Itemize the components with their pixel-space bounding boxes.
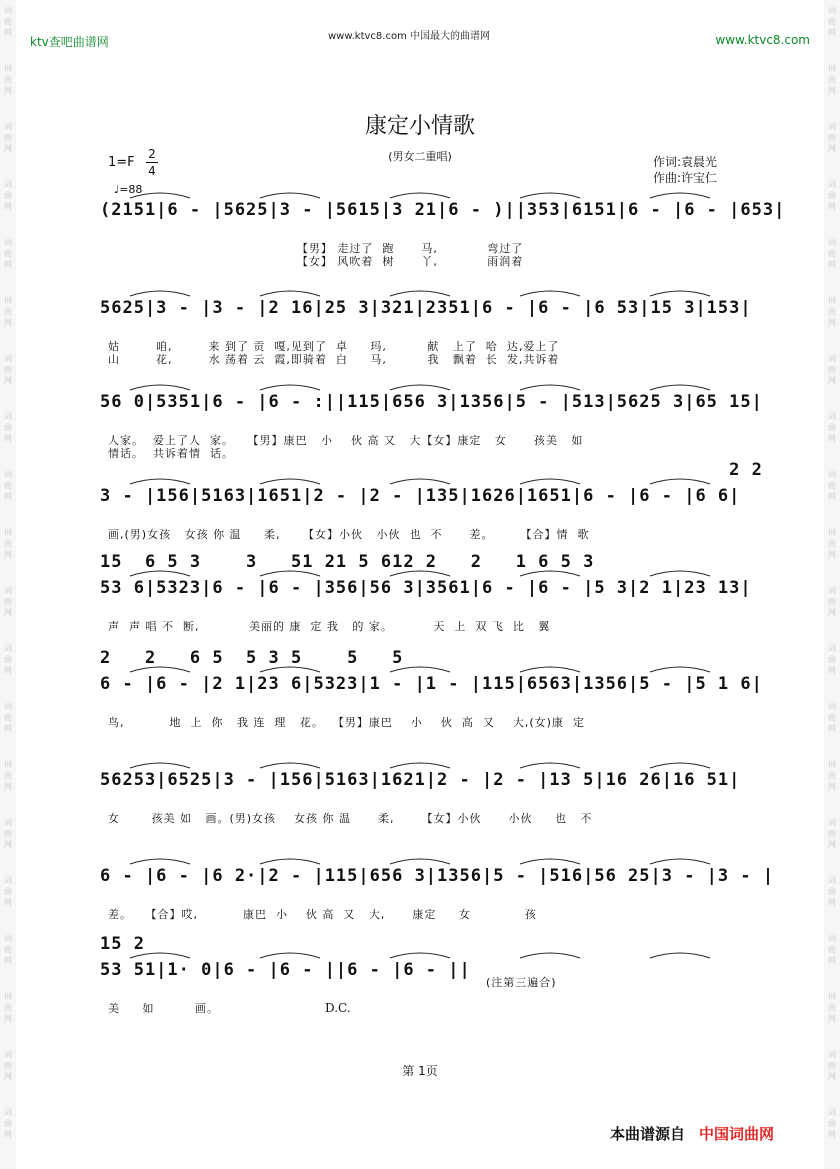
watermark-glyph: 网: [828, 318, 836, 327]
watermark-glyph: 网: [4, 260, 12, 269]
watermark-glyph: 词: [4, 934, 12, 943]
notation-line: 6 - |6 - |2 1|23 6|5323|1 - |1 - |115|6563|1356|5 - |5 1 6|: [100, 674, 763, 694]
watermark-glyph: 网: [4, 1072, 12, 1081]
watermark-glyph: 词: [828, 296, 836, 305]
slur-arc: [390, 859, 450, 864]
watermark-glyph: 网: [4, 434, 12, 443]
slur-arc: [520, 763, 580, 768]
watermark-glyph: 词: [828, 470, 836, 479]
watermark-glyph: 词: [4, 180, 12, 189]
watermark-glyph: 词: [4, 876, 12, 885]
left-watermark-strip: [0, 0, 16, 1169]
watermark-glyph: 曲: [4, 945, 12, 954]
slur-arc: [260, 291, 320, 296]
watermark-glyph: 词: [828, 528, 836, 537]
watermark-glyph: 网: [4, 666, 12, 675]
score-system: [100, 648, 763, 754]
watermark-glyph: 网: [828, 956, 836, 965]
notation-line: 53 6|5323|6 - |6 - |356|56 3|3561|6 - |6 - |5 3|2 1|23 13|: [100, 578, 752, 598]
watermark-glyph: 词: [4, 6, 12, 15]
right-watermark-strip: [824, 0, 840, 1169]
slur-arc: [130, 859, 190, 864]
watermark-glyph: 网: [4, 898, 12, 907]
slur-arc: [260, 763, 320, 768]
watermark-glyph: 网: [828, 28, 836, 37]
header-site-center: www.ktvc8.com 中国最大的曲谱网: [328, 31, 491, 42]
tempo-mark: ♩=88: [114, 183, 143, 196]
watermark-glyph: 曲: [828, 307, 836, 316]
watermark-glyph: 网: [828, 260, 836, 269]
watermark-glyph: 词: [4, 644, 12, 653]
watermark-glyph: 网: [828, 492, 836, 501]
watermark-glyph: 曲: [828, 771, 836, 780]
score-system: [100, 552, 760, 658]
header-site-right: www.ktvc8.com: [715, 33, 810, 47]
watermark-glyph: 曲: [828, 133, 836, 142]
watermark-glyph: 网: [4, 28, 12, 37]
watermark-glyph: 词: [4, 528, 12, 537]
notation-line: 56 0|5351|6 - |6 - :||115|656 3|1356|5 - |513|5625 3|65 15|: [100, 392, 763, 412]
composer-credit: 作曲:许宝仁: [653, 171, 718, 185]
watermark-glyph: 曲: [4, 539, 12, 548]
watermark-glyph: 词: [4, 702, 12, 711]
watermark-glyph: 网: [828, 144, 836, 153]
watermark-glyph: 词: [4, 296, 12, 305]
watermark-glyph: 曲: [828, 1061, 836, 1070]
watermark-glyph: 网: [4, 202, 12, 211]
watermark-glyph: 网: [4, 608, 12, 617]
watermark-glyph: 曲: [828, 1003, 836, 1012]
watermark-glyph: 曲: [4, 1003, 12, 1012]
watermark-glyph: 曲: [828, 655, 836, 664]
slur-arc: [390, 193, 450, 198]
watermark-glyph: 词: [828, 992, 836, 1001]
key-signature: 1=F: [108, 155, 135, 170]
repeat-note: (注第三遍合): [486, 976, 557, 989]
watermark-glyph: 词: [4, 760, 12, 769]
watermark-glyph: 词: [828, 760, 836, 769]
footer-label: 本曲谱源自: [610, 1125, 686, 1143]
slur-arc: [650, 953, 710, 958]
watermark-glyph: 曲: [4, 191, 12, 200]
watermark-glyph: 词: [4, 1050, 12, 1059]
slur-arc: [260, 193, 320, 198]
upper-voice-line: 2 2: [100, 460, 763, 480]
watermark-glyph: 词: [828, 934, 836, 943]
notation-line: 3 - |156|5163|1651|2 - |2 - |135|1626|1651|6 - |6 - |6 6|: [100, 486, 741, 506]
slur-arc: [520, 193, 580, 198]
watermark-glyph: 曲: [828, 423, 836, 432]
watermark-glyph: 词: [828, 354, 836, 363]
watermark-glyph: 曲: [828, 481, 836, 490]
watermark-glyph: 曲: [4, 655, 12, 664]
upper-voice-line: 2 2 6 5 5 3 5 5 5: [100, 648, 404, 668]
watermark-glyph: 网: [828, 608, 836, 617]
watermark-glyph: 网: [828, 666, 836, 675]
slur-arc: [650, 193, 710, 198]
watermark-glyph: 曲: [4, 423, 12, 432]
watermark-glyph: 词: [828, 818, 836, 827]
watermark-glyph: 曲: [4, 249, 12, 258]
watermark-glyph: 词: [828, 586, 836, 595]
watermark-glyph: 曲: [4, 17, 12, 26]
watermark-glyph: 曲: [4, 887, 12, 896]
watermark-glyph: 曲: [828, 365, 836, 374]
watermark-glyph: 网: [828, 1072, 836, 1081]
slur-arc: [130, 763, 190, 768]
slur-arc: [650, 385, 710, 390]
dc-mark: D.C.: [325, 1001, 351, 1015]
slur-arc: [520, 953, 580, 958]
watermark-glyph: 词: [4, 122, 12, 131]
notation-line: 53 51|1· 0|6 - |6 - ||6 - |6 - ||: [100, 960, 471, 980]
score-system: [100, 866, 775, 946]
watermark-glyph: 词: [4, 586, 12, 595]
watermark-glyph: 曲: [4, 481, 12, 490]
watermark-glyph: 网: [4, 956, 12, 965]
watermark-glyph: 网: [828, 724, 836, 733]
watermark-glyph: 词: [828, 876, 836, 885]
score-system: [100, 770, 760, 850]
watermark-glyph: 词: [828, 1108, 836, 1117]
slur-arc: [260, 859, 320, 864]
watermark-glyph: 词: [4, 818, 12, 827]
watermark-glyph: 词: [828, 180, 836, 189]
upper-voice-line: 15 6 5 3 3 51 21 5 612 2 2 1 6 5 3: [100, 552, 595, 572]
watermark-glyph: 曲: [828, 191, 836, 200]
watermark-glyph: 词: [828, 412, 836, 421]
notation-line: 6 - |6 - |6 2·|2 - |115|656 3|1356|5 - |516|56 25|3 - |3 - |: [100, 866, 775, 886]
watermark-glyph: 网: [828, 376, 836, 385]
watermark-glyph: 词: [828, 6, 836, 15]
slur-arc: [650, 763, 710, 768]
slur-arc: [390, 291, 450, 296]
watermark-glyph: 网: [4, 782, 12, 791]
slur-arc: [390, 385, 450, 390]
watermark-glyph: 曲: [828, 249, 836, 258]
slur-arc: [650, 571, 710, 576]
watermark-glyph: 曲: [828, 829, 836, 838]
watermark-glyph: 网: [4, 492, 12, 501]
watermark-glyph: 词: [828, 122, 836, 131]
time-top: 2: [148, 147, 156, 161]
watermark-glyph: 词: [828, 64, 836, 73]
song-title: 康定小情歌: [364, 114, 475, 139]
watermark-glyph: 词: [828, 238, 836, 247]
watermark-glyph: 网: [4, 318, 12, 327]
upper-voice-line: 15 2: [100, 934, 145, 954]
footer-source: [610, 1123, 774, 1144]
score-system: [100, 200, 786, 280]
lyric-line: 人家。 爱上了人 家。 【男】康巴 小 伙 高 又 大【女】康定 女 孩美 如: [108, 434, 584, 447]
watermark-glyph: 网: [828, 550, 836, 559]
notation-line: 56253|6525|3 - |156|5163|1621|2 - |2 - |13 5|16 26|16 51|: [100, 770, 741, 790]
slur-arc: [520, 291, 580, 296]
watermark-glyph: 曲: [828, 887, 836, 896]
notation-line: 5625|3 - |3 - |2 16|25 3|321|2351|6 - |6 - |6 53|15 3|153|: [100, 298, 752, 318]
watermark-glyph: 词: [4, 354, 12, 363]
watermark-glyph: 网: [4, 86, 12, 95]
watermark-glyph: 网: [828, 434, 836, 443]
watermark-glyph: 曲: [4, 771, 12, 780]
watermark-glyph: 网: [828, 1130, 836, 1139]
slur-arc: [650, 291, 710, 296]
watermark-glyph: 词: [828, 702, 836, 711]
watermark-glyph: 曲: [828, 713, 836, 722]
watermark-glyph: 网: [828, 782, 836, 791]
song-subtitle: (男女二重唱): [388, 150, 452, 163]
watermark-glyph: 曲: [828, 75, 836, 84]
slur-arc: [390, 763, 450, 768]
watermark-glyph: 曲: [828, 1119, 836, 1128]
watermark-glyph: 词: [4, 238, 12, 247]
watermark-glyph: 词: [828, 1050, 836, 1059]
lyric-line: 【男】 走过了 跑 马, 弯过了: [108, 242, 524, 255]
watermark-glyph: 曲: [828, 597, 836, 606]
watermark-glyph: 词: [4, 64, 12, 73]
footer-site-link[interactable]: 中国词曲网: [699, 1125, 775, 1143]
watermark-glyph: 曲: [4, 365, 12, 374]
time-signature: [146, 146, 158, 179]
lyric-line: 画,(男)女孩 女孩 你 温 柔, 【女】小伙 小伙 也 不 差。 【合】情 歌: [108, 528, 590, 541]
watermark-glyph: 网: [828, 86, 836, 95]
slur-arc: [260, 385, 320, 390]
watermark-glyph: 网: [828, 202, 836, 211]
watermark-glyph: 网: [4, 376, 12, 385]
page-number: 第 1页: [402, 1064, 438, 1078]
lyric-line: 差。 【合】哎, 康巴 小 伙 高 又 大, 康定 女 孩: [108, 908, 537, 921]
time-bottom: 4: [148, 164, 156, 178]
watermark-glyph: 网: [4, 840, 12, 849]
watermark-glyph: 曲: [828, 17, 836, 26]
watermark-glyph: 词: [4, 412, 12, 421]
watermark-glyph: 网: [828, 1014, 836, 1023]
slur-arc: [650, 859, 710, 864]
lyric-line: 山 花, 水 荡着 云 霞,即骑着 白 马, 我 飘着 长 发,共诉着: [108, 353, 560, 366]
watermark-glyph: 曲: [828, 539, 836, 548]
watermark-glyph: 网: [4, 1130, 12, 1139]
lyric-line: 声 声 唱 不 断, 美丽的 康 定 我 的 家。 天 上 双 飞 比 翼: [108, 620, 551, 633]
slur-arc: [130, 385, 190, 390]
watermark-glyph: 网: [4, 144, 12, 153]
watermark-glyph: 曲: [4, 597, 12, 606]
slur-arc: [130, 291, 190, 296]
watermark-glyph: 网: [828, 898, 836, 907]
watermark-glyph: 曲: [4, 75, 12, 84]
slur-arc: [520, 667, 580, 672]
lyricist-credit: 作词:袁晨光: [653, 155, 718, 169]
watermark-glyph: 网: [828, 840, 836, 849]
watermark-glyph: 词: [4, 1108, 12, 1117]
slur-arc: [390, 953, 450, 958]
score-system: [100, 934, 760, 1040]
watermark-glyph: 词: [4, 470, 12, 479]
lyric-line: 【女】 风吹着 树 丫, 雨润着: [108, 255, 524, 268]
watermark-glyph: 网: [4, 1014, 12, 1023]
watermark-glyph: 曲: [4, 713, 12, 722]
watermark-glyph: 曲: [4, 133, 12, 142]
lyric-line: 女 孩美 如 画。(男)女孩 女孩 你 温 柔, 【女】小伙 小伙 也 不: [108, 812, 593, 825]
watermark-glyph: 网: [4, 724, 12, 733]
watermark-glyph: 曲: [4, 1061, 12, 1070]
watermark-glyph: 网: [4, 550, 12, 559]
score-system: [100, 298, 760, 378]
notation-line: (2151|6 - |5625|3 - |5615|3 21|6 - )||353|6151|6 - |6 - |653|: [100, 200, 786, 220]
watermark-glyph: 词: [828, 644, 836, 653]
slur-arc: [520, 859, 580, 864]
watermark-glyph: 曲: [4, 307, 12, 316]
slur-arc: [520, 385, 580, 390]
watermark-glyph: 曲: [4, 1119, 12, 1128]
watermark-glyph: 曲: [4, 829, 12, 838]
slur-arc: [260, 953, 320, 958]
lyric-line: 情话。 共诉着情 话。: [108, 447, 234, 460]
lyric-line: 鸟, 地 上 你 我 连 理 花。 【男】康巴 小 伙 高 又 大,(女)康 定: [108, 716, 585, 729]
watermark-glyph: 词: [4, 992, 12, 1001]
lyric-line: 姑 咱, 来 到了 贡 嘎,见到了 卓 玛, 献 上了 哈 达,爱上了: [108, 340, 560, 353]
slur-arc: [650, 667, 710, 672]
header-site-left: ktv查吧曲谱网: [30, 35, 109, 49]
watermark-glyph: 曲: [828, 945, 836, 954]
lyric-line: 美 如 画。: [108, 1002, 219, 1015]
